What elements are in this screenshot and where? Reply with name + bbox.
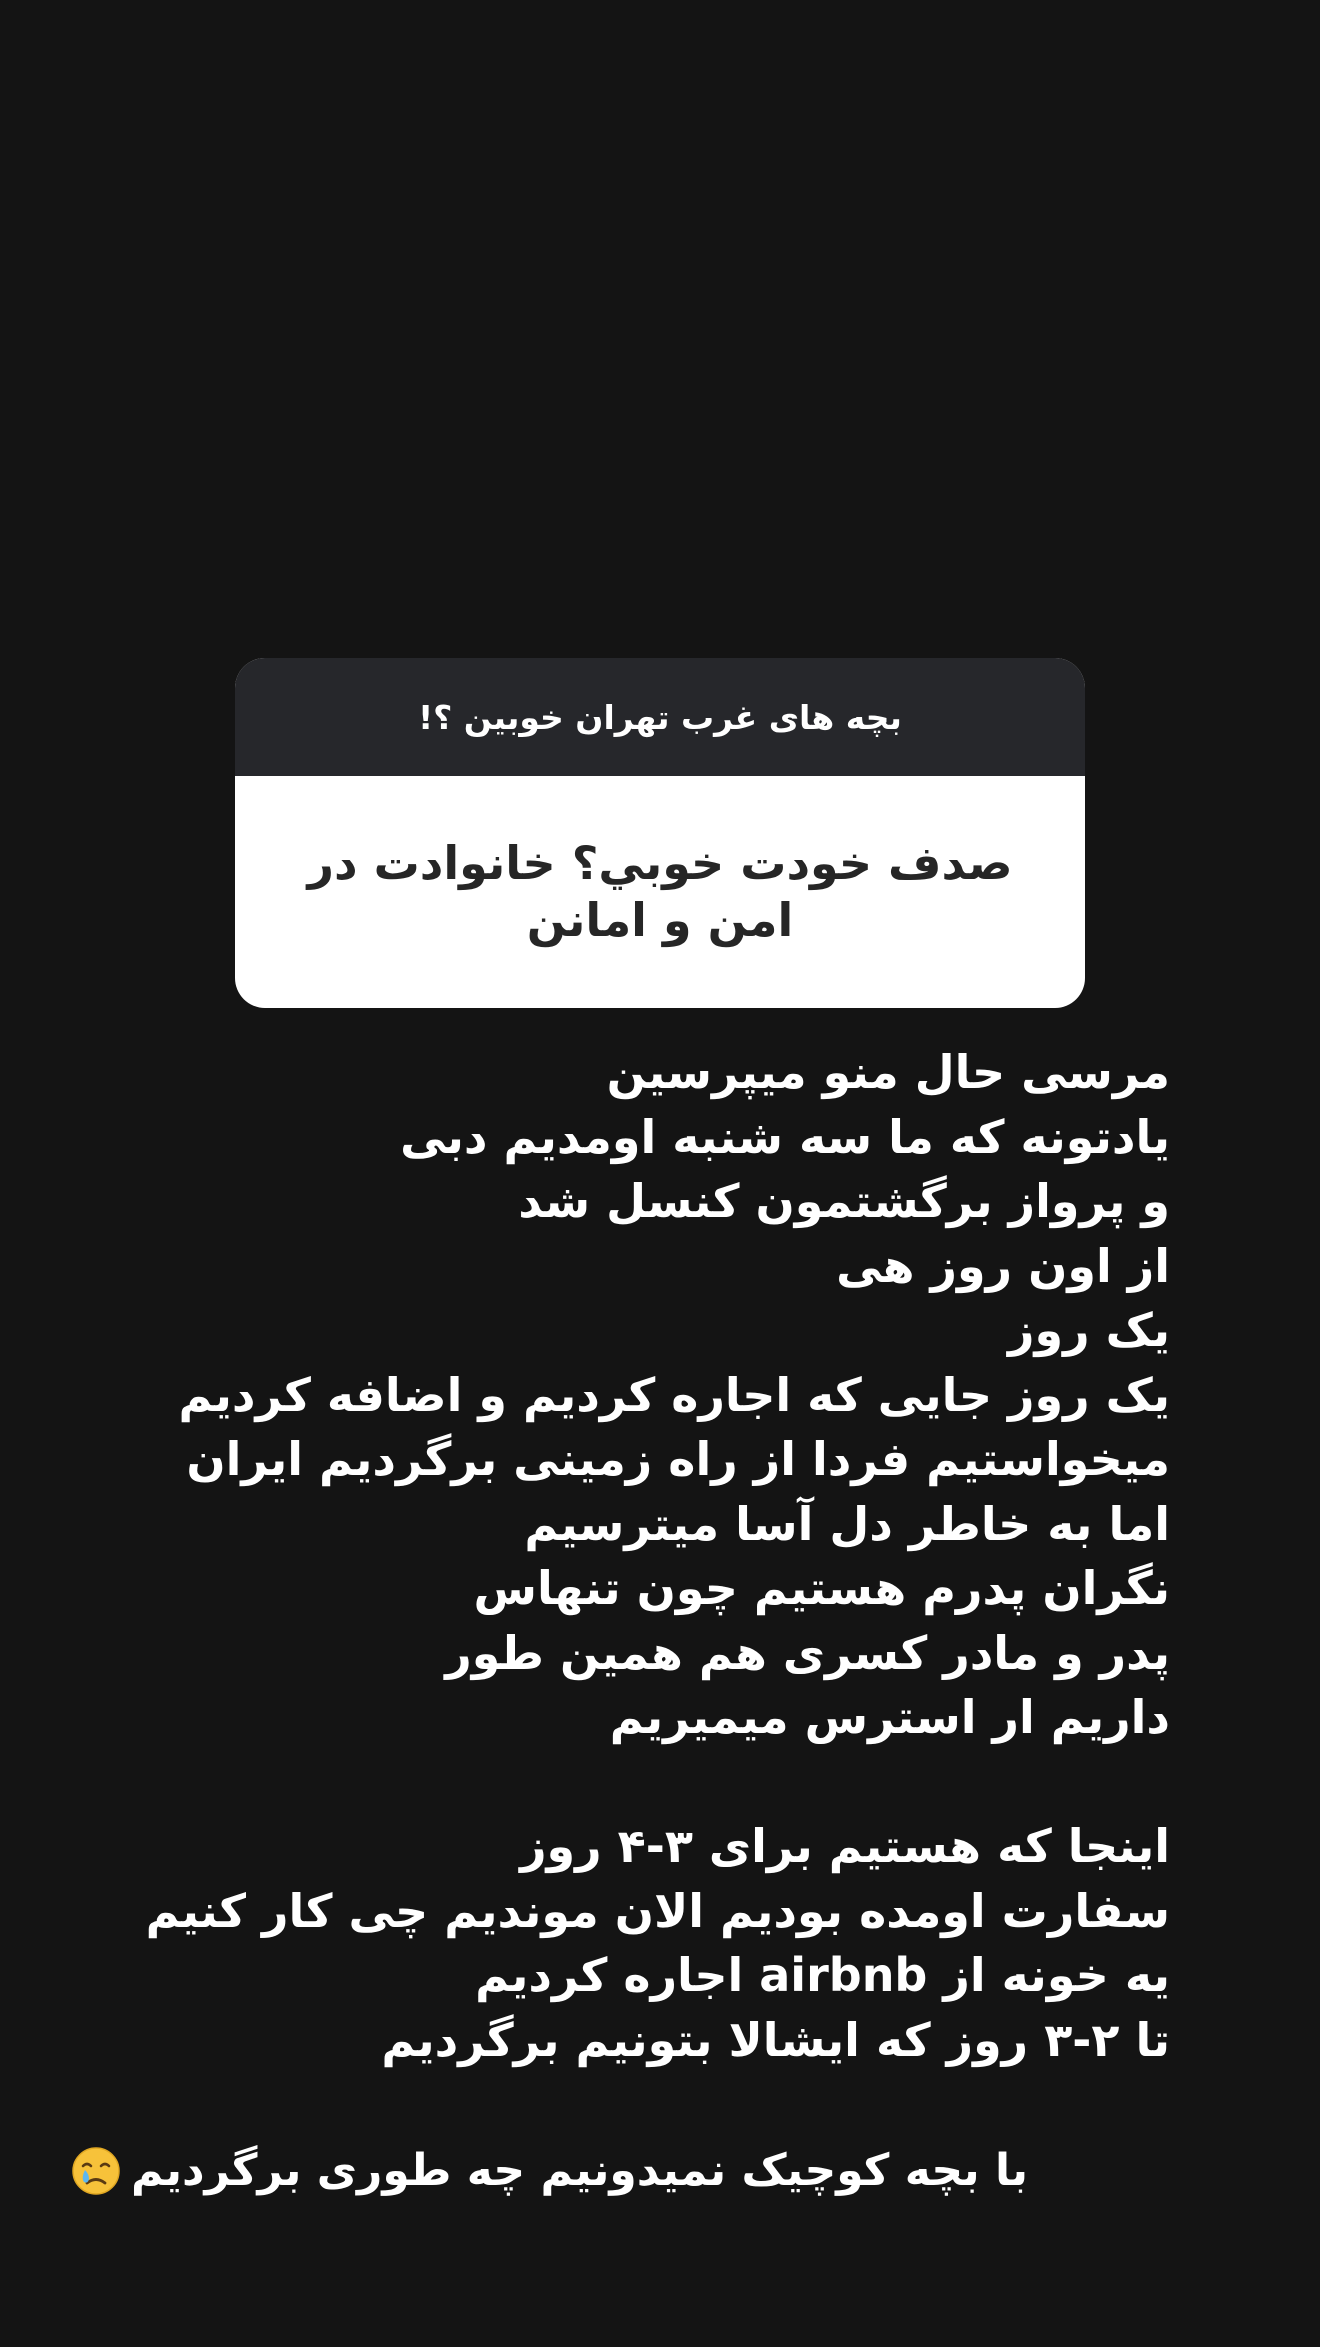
story-line: یه خونه از airbnb اجاره کردیم (475, 1948, 1170, 2002)
question-header (235, 658, 1085, 776)
question-answer (235, 776, 1085, 1008)
story-line: یک روز (1008, 1303, 1170, 1357)
story-line: میخواستیم فردا از راه زمینی برگردیم ایران اما به خاطر دل آسا میترسیم (186, 1432, 1170, 1551)
story-line: تا ۲-۳ روز که ایشالا بتونیم برگردیم (381, 2012, 1170, 2067)
story-line: یادتونه که ما سه شنبه اومدیم دبی (400, 1109, 1170, 1164)
crying-face-icon (71, 2146, 121, 2196)
final-line-text: با بچه کوچیک نمیدونیم چه طوری برگردیم (130, 2145, 1028, 2196)
story-text-block (130, 1040, 1170, 2072)
story-line: نگران پدرم هستیم چون تنهاس (473, 1561, 1170, 1615)
story-line: مرسی حال منو میپرسین (606, 1045, 1170, 1099)
story-line: داریم ار استرس میمیریم (609, 1690, 1170, 1744)
story-line: سفارت اومده بودیم الان موندیم چی کار کنیم (145, 1883, 1170, 1938)
story-line: یک روز جایی که اجاره کردیم و اضافه کردیم (178, 1367, 1170, 1422)
story-line: اینجا که هستیم برای ۳-۴ روز (520, 1819, 1170, 1873)
answer-text: صدف خودت خوبي؟ خانوادت در امن و امانن (307, 835, 1013, 947)
story-line: از اون روز هی (836, 1238, 1170, 1293)
final-line (71, 2145, 1028, 2196)
story-line: پدر و مادر کسری هم همین طور (445, 1625, 1170, 1680)
question-sticker[interactable] (235, 658, 1085, 1008)
question-text: بچه های غرب تهران خوبین ؟! (418, 697, 902, 737)
story-line: و پرواز برگشتمون کنسل شد (518, 1174, 1170, 1228)
story-line-blank (130, 1750, 1170, 1815)
